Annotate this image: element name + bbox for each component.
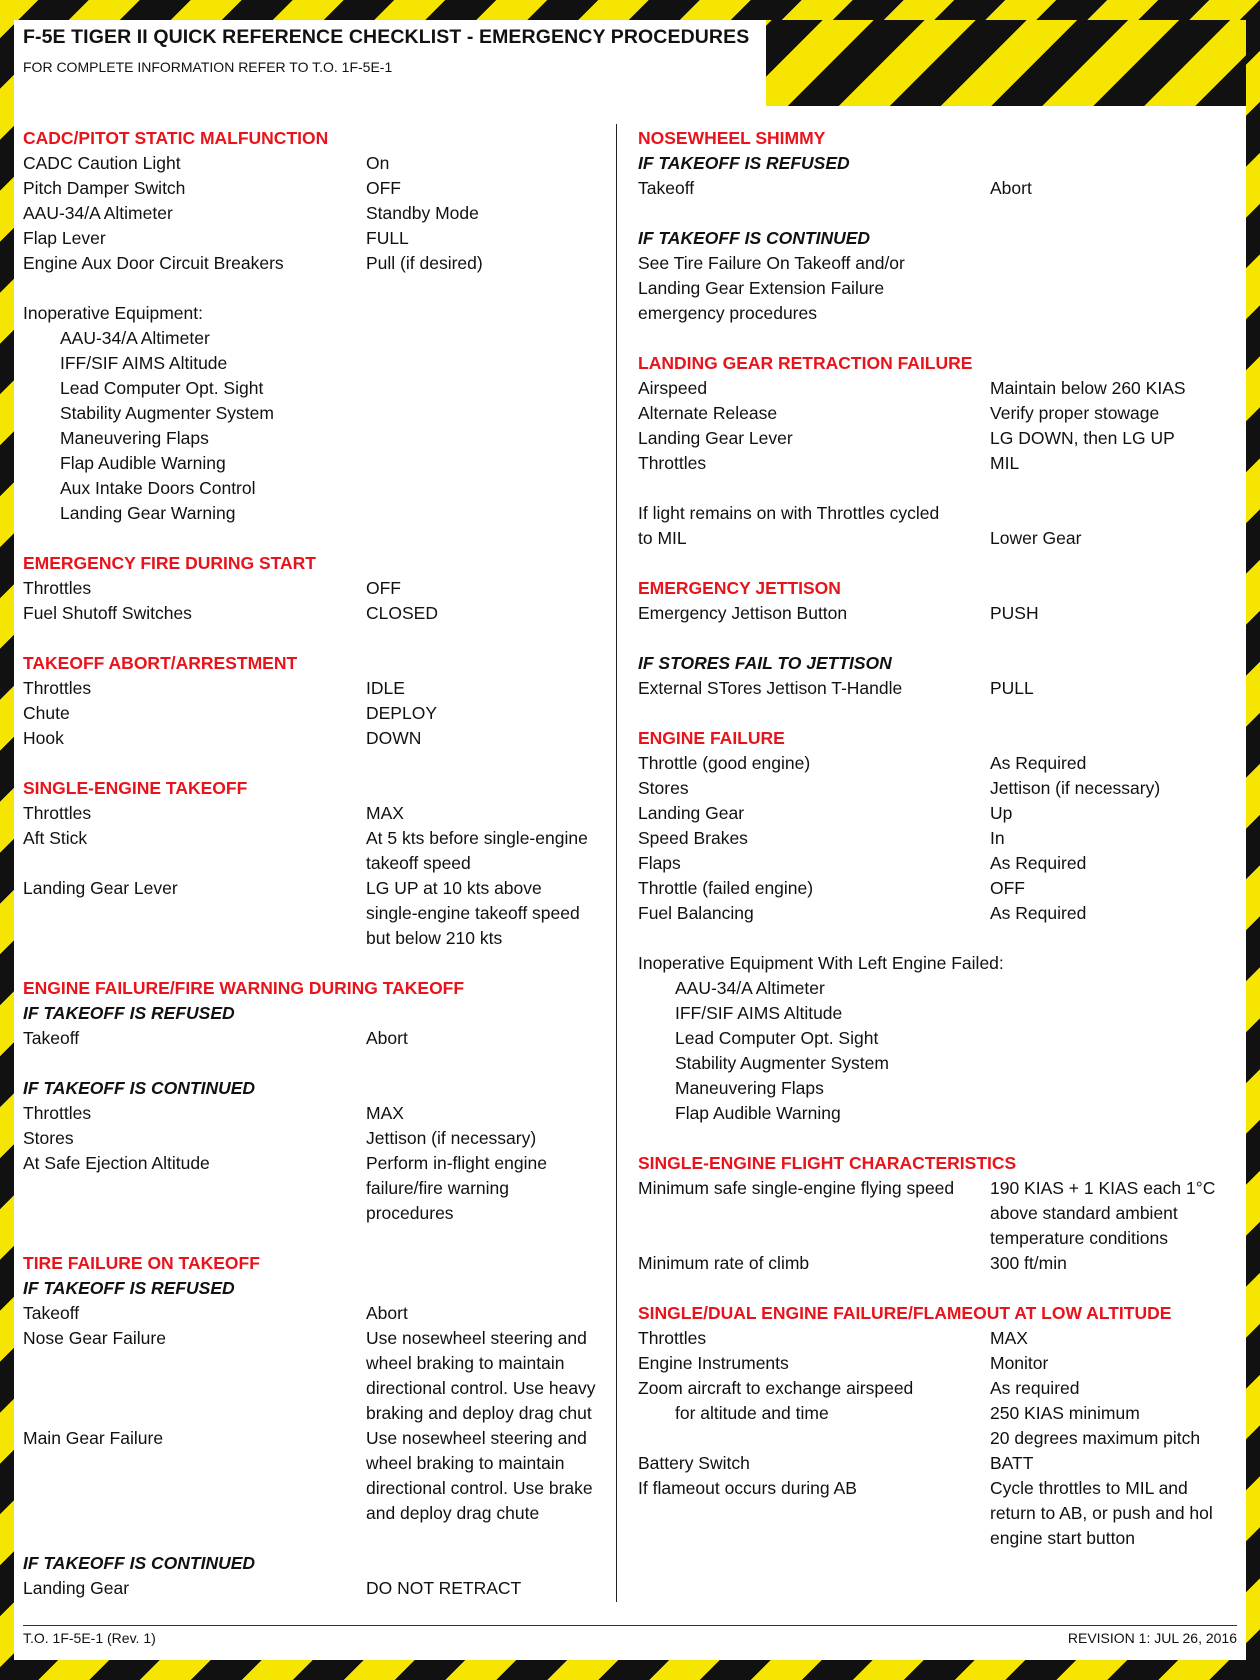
checklist-row (638, 1176, 1244, 1251)
row-value: Abort (990, 178, 1032, 198)
checklist-row (638, 1326, 1244, 1351)
section-heading: TAKEOFF ABORT/ARRESTMENT (23, 653, 298, 673)
section-single-takeoff (23, 776, 621, 951)
row-label: AAU-34/A Altimeter (23, 203, 173, 223)
checklist-row (638, 751, 1244, 776)
subheading-stores-fail: IF STORES FAIL TO JETTISON (638, 653, 892, 673)
row-label: Aft Stick (23, 828, 88, 848)
inop-item: Aux Intake Doors Control (60, 478, 256, 498)
row-value: MAX (990, 1328, 1028, 1348)
inop-item: Lead Computer Opt. Sight (60, 378, 264, 398)
section-heading: EMERGENCY JETTISON (638, 578, 841, 598)
row-value: Up (990, 803, 1013, 823)
section-fire-start (23, 551, 621, 626)
checklist-row (23, 1126, 621, 1151)
row-value: At 5 kts before single-engine takeoff speed (366, 828, 588, 873)
row-value: Abort (366, 1303, 408, 1323)
subheading-refused: IF TAKEOFF IS REFUSED (23, 1278, 235, 1298)
row-label: Throttle (good engine) (638, 753, 811, 773)
checklist-row (23, 1301, 621, 1326)
row-value: On (366, 153, 390, 173)
row-value: MIL (990, 453, 1020, 473)
checklist-row (638, 826, 1244, 851)
right-column (638, 126, 1244, 1551)
row-label: Hook (23, 728, 64, 748)
inop-item: Stability Augmenter System (60, 403, 274, 423)
inop-item: Maneuvering Flaps (60, 428, 209, 448)
checklist-row (23, 1026, 621, 1051)
row-label: Fuel Balancing (638, 903, 754, 923)
checklist-row (23, 201, 621, 226)
checklist-row (23, 876, 621, 951)
section-abort (23, 651, 621, 751)
section-cadc (23, 126, 621, 526)
row-label: At Safe Ejection Altitude (23, 1153, 210, 1173)
row-value: As required (990, 1378, 1080, 1398)
row-label: to MIL (638, 528, 687, 548)
section-heading: SINGLE/DUAL ENGINE FAILURE/FLAMEOUT AT LOW ALTITUDE (638, 1303, 1172, 1323)
checklist-row (23, 726, 621, 751)
row-value: As Required (990, 753, 1087, 773)
row-value: OFF (366, 578, 401, 598)
subheading-refused: IF TAKEOFF IS REFUSED (23, 1003, 235, 1023)
row-label: Minimum rate of climb (638, 1253, 810, 1273)
row-value: Standby Mode (366, 203, 479, 223)
checklist-row (638, 851, 1244, 876)
row-label: Flap Lever (23, 228, 106, 248)
row-value: BATT (990, 1453, 1034, 1473)
row-label: Throttles (23, 803, 92, 823)
inop-item: Maneuvering Flaps (675, 1078, 824, 1098)
checklist-row (638, 801, 1244, 826)
checklist-row (638, 451, 1244, 476)
row-label: Takeoff (23, 1303, 80, 1323)
left-column (23, 126, 621, 1601)
checklist-row (23, 826, 621, 876)
row-value: 300 ft/min (990, 1253, 1067, 1273)
row-value: In (990, 828, 1005, 848)
row-value: Use nosewheel steering and wheel braking to maintain directional control. Use brake and deploy drag chute (366, 1428, 593, 1523)
row-label: Throttles (23, 1103, 92, 1123)
checklist-row (23, 226, 621, 251)
row-label: Throttles (638, 453, 707, 473)
checklist-row (638, 601, 1244, 626)
row-value: Jettison (if necessary) (990, 778, 1161, 798)
checklist-row (23, 676, 621, 701)
procedure-note: If light remains on with Throttles cycled (638, 503, 940, 523)
row-value: Monitor (990, 1353, 1049, 1373)
row-label: for altitude and time (675, 1403, 829, 1423)
checklist-row (23, 601, 621, 626)
row-label: Landing Gear Lever (638, 428, 793, 448)
footer-document-id: T.O. 1F-5E-1 (Rev. 1) (23, 1630, 156, 1646)
inop-item: IFF/SIF AIMS Altitude (60, 353, 228, 373)
row-label: Nose Gear Failure (23, 1328, 166, 1348)
row-label: Throttles (638, 1328, 707, 1348)
row-label: Flaps (638, 853, 681, 873)
section-heading: EMERGENCY FIRE DURING START (23, 553, 316, 573)
row-label: Airspeed (638, 378, 708, 398)
section-heading: SINGLE-ENGINE TAKEOFF (23, 778, 248, 798)
inop-item: IFF/SIF AIMS Altitude (675, 1003, 843, 1023)
checklist-row (23, 1101, 621, 1126)
checklist-row (23, 801, 621, 826)
inop-item: Landing Gear Warning (60, 503, 236, 523)
row-value: Abort (366, 1028, 408, 1048)
row-label: Fuel Shutoff Switches (23, 603, 192, 623)
checklist-row (638, 901, 1244, 926)
row-value: 190 KIAS + 1 KIAS each 1°C above standard ambient temperature conditions (990, 1178, 1216, 1248)
row-label: CADC Caution Light (23, 153, 181, 173)
row-value: Perform in-flight engine failure/fire warning procedures (366, 1153, 547, 1223)
row-label: Speed Brakes (638, 828, 748, 848)
checklist-row (638, 376, 1244, 401)
footer-divider (23, 1625, 1237, 1626)
checklist-row (23, 1151, 621, 1226)
row-label: Engine Aux Door Circuit Breakers (23, 253, 284, 273)
checklist-row (23, 251, 621, 276)
row-value: Pull (if desired) (366, 253, 483, 273)
row-value: MAX (366, 1103, 404, 1123)
hazard-stripes-header (766, 20, 1246, 106)
checklist-row (638, 1451, 1244, 1476)
row-label: Emergency Jettison Button (638, 603, 848, 623)
checklist-row (23, 176, 621, 201)
checklist-row (23, 1426, 621, 1526)
checklist-row (638, 426, 1244, 451)
section-heading: ENGINE FAILURE (638, 728, 785, 748)
row-value: Lower Gear (990, 528, 1082, 548)
row-value: PUSH (990, 603, 1039, 623)
section-engine-failure (638, 726, 1244, 1126)
row-label: Throttle (failed engine) (638, 878, 814, 898)
row-label: Alternate Release (638, 403, 778, 423)
row-value: As Required (990, 853, 1087, 873)
procedure-note: See Tire Failure On Takeoff and/or Landing Gear Extension Failure emergency procedures (638, 253, 905, 323)
checklist-row (23, 1326, 621, 1426)
row-label: Minimum safe single-engine flying speed (638, 1178, 955, 1198)
checklist-row (638, 1376, 1244, 1401)
row-value: CLOSED (366, 603, 438, 623)
row-label: Landing Gear (638, 803, 745, 823)
checklist-row (638, 676, 1244, 701)
row-value: FULL (366, 228, 409, 248)
row-label: Main Gear Failure (23, 1428, 164, 1448)
section-heading: CADC/PITOT STATIC MALFUNCTION (23, 128, 329, 148)
row-value: Cycle throttles to MIL and return to AB, or push and hol engine start button (990, 1478, 1213, 1548)
checklist-row (638, 876, 1244, 901)
section-heading: LANDING GEAR RETRACTION FAILURE (638, 353, 973, 373)
checklist-row (638, 776, 1244, 801)
footer-revision: REVISION 1: JUL 26, 2016 (1067, 1630, 1237, 1646)
row-label: Stores (638, 778, 689, 798)
checklist-page (14, 20, 1246, 1660)
checklist-row (23, 151, 621, 176)
inop-item: AAU-34/A Altimeter (60, 328, 210, 348)
section-nosewheel-shimmy (638, 126, 1244, 326)
page-title: F-5E TIGER II QUICK REFERENCE CHECKLIST - EMERGENCY PROCEDURES (23, 26, 750, 48)
row-value: OFF (990, 878, 1025, 898)
row-label: Throttles (23, 578, 92, 598)
subheading-refused: IF TAKEOFF IS REFUSED (638, 153, 850, 173)
row-value: OFF (366, 178, 401, 198)
inop-item: AAU-34/A Altimeter (675, 978, 825, 998)
checklist-row (23, 576, 621, 601)
row-label: If flameout occurs during AB (638, 1478, 857, 1498)
row-value: LG DOWN, then LG UP (990, 428, 1175, 448)
checklist-row (23, 701, 621, 726)
row-label: Takeoff (23, 1028, 80, 1048)
row-label: Chute (23, 703, 70, 723)
subheading-continued: IF TAKEOFF IS CONTINUED (23, 1078, 256, 1098)
checklist-row (638, 401, 1244, 426)
checklist-row (638, 176, 1244, 201)
row-label: External STores Jettison T-Handle (638, 678, 903, 698)
row-label: Zoom aircraft to exchange airspeed (638, 1378, 914, 1398)
section-fire-warning (23, 976, 621, 1226)
checklist-row (638, 1251, 1244, 1276)
row-label: Throttles (23, 678, 92, 698)
row-label: Pitch Damper Switch (23, 178, 186, 198)
inop-title: Inoperative Equipment: (23, 303, 203, 323)
section-heading: SINGLE-ENGINE FLIGHT CHARACTERISTICS (638, 1153, 1017, 1173)
row-value: As Required (990, 903, 1087, 923)
section-tire-failure (23, 1251, 621, 1601)
checklist-row (638, 1401, 1244, 1451)
row-label: Battery Switch (638, 1453, 750, 1473)
section-gear-retraction (638, 351, 1244, 551)
page-subtitle: FOR COMPLETE INFORMATION REFER TO T.O. 1F-5E-1 (23, 59, 393, 75)
row-value: Maintain below 260 KIAS (990, 378, 1186, 398)
row-value: IDLE (366, 678, 405, 698)
row-value: DEPLOY (366, 703, 437, 723)
inop-item: Lead Computer Opt. Sight (675, 1028, 879, 1048)
inop-item: Flap Audible Warning (60, 453, 226, 473)
checklist-row (638, 526, 1244, 551)
subheading-continued: IF TAKEOFF IS CONTINUED (638, 228, 871, 248)
row-value: DOWN (366, 728, 422, 748)
section-heading: ENGINE FAILURE/FIRE WARNING DURING TAKEOFF (23, 978, 465, 998)
row-value: LG UP at 10 kts above single-engine takeoff speed but below 210 kts (366, 878, 580, 948)
section-emergency-jettison (638, 576, 1244, 701)
inop-title: Inoperative Equipment With Left Engine Failed: (638, 953, 1004, 973)
subheading-continued: IF TAKEOFF IS CONTINUED (23, 1553, 256, 1573)
row-label: Landing Gear (23, 1578, 130, 1598)
checklist-row (638, 1476, 1244, 1551)
inop-item: Flap Audible Warning (675, 1103, 841, 1123)
row-label: Engine Instruments (638, 1353, 789, 1373)
checklist-row (638, 1351, 1244, 1376)
row-value: Jettison (if necessary) (366, 1128, 537, 1148)
inop-item: Stability Augmenter System (675, 1053, 889, 1073)
row-value: Verify proper stowage (990, 403, 1160, 423)
row-value: 250 KIAS minimum 20 degrees maximum pitch (990, 1403, 1201, 1448)
section-heading: NOSEWHEEL SHIMMY (638, 128, 826, 148)
row-value: MAX (366, 803, 404, 823)
row-value: Use nosewheel steering and wheel braking to maintain directional control. Use heavy braking and deploy drag chut (366, 1328, 596, 1423)
checklist-row (23, 1576, 621, 1601)
section-flameout-low-altitude (638, 1301, 1244, 1551)
row-value: PULL (990, 678, 1034, 698)
row-label: Landing Gear Lever (23, 878, 178, 898)
section-flight-characteristics (638, 1151, 1244, 1276)
section-heading: TIRE FAILURE ON TAKEOFF (23, 1253, 260, 1273)
row-value: DO NOT RETRACT (366, 1578, 522, 1598)
row-label: Stores (23, 1128, 74, 1148)
row-label: Takeoff (638, 178, 695, 198)
